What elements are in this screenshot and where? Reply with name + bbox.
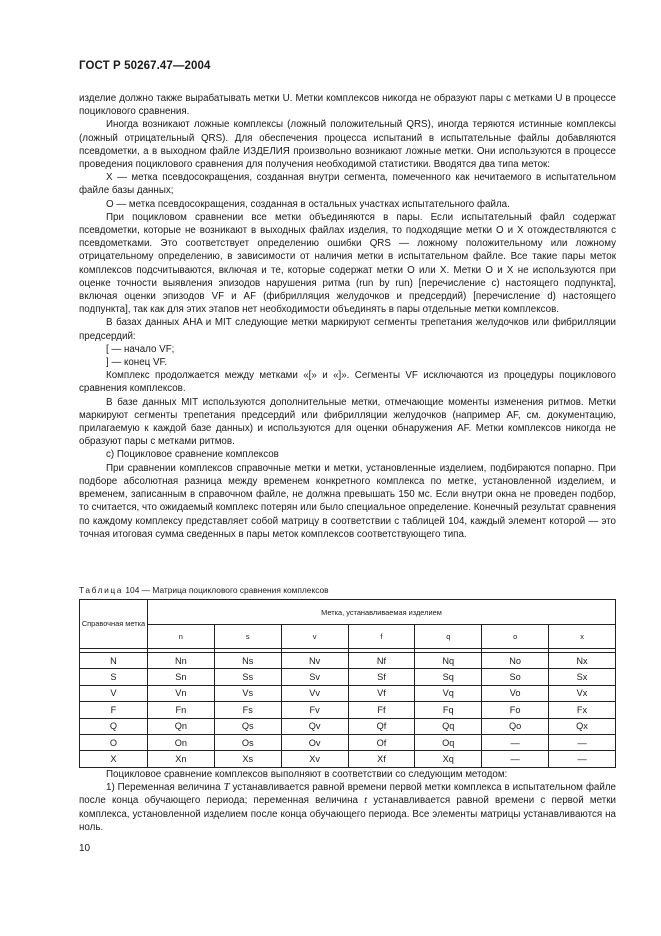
column-header: n: [147, 625, 214, 649]
table-caption-word: Таблица: [79, 585, 124, 595]
paragraph: Поцикловое сравнение комплексов выполняют в соответствии со следующим методом:: [106, 769, 508, 780]
table-row: [80, 685, 616, 701]
column-header: s: [214, 625, 281, 649]
table-cell: Fx: [549, 702, 616, 718]
table-caption-text: 104 — Матрица поциклового сравнения комплексов: [125, 585, 329, 595]
table-cell: Qx: [549, 718, 616, 734]
table-cell: Xn: [147, 751, 214, 767]
table-cell: —: [482, 734, 549, 750]
table-cell: O: [80, 734, 148, 750]
table-cell: Nq: [415, 653, 482, 669]
paragraph: При сравнении комплексов справочные метки и метки, установленные изделием, подбираются попарно. При подборе абсолютная разница между временем конкретного комплекса по метке, установленной изделием, и временем, записанным в справочном файле, не должна превышать 150 мс. Если внутри окна не проведен подбор, то считается, что ожидаемый комплекс потерян или было специальное определение. Конечный результат сравнения по каждому комплексу представляет собой матрицу в соответствии с таблицей 104, каждый элемент которой — это точная итоговая сумма сведенных в пары меток комплексов соответствующего типа.: [79, 462, 616, 540]
table-cell: Fn: [147, 702, 214, 718]
table-cell: Qq: [415, 718, 482, 734]
table-cell: Qs: [214, 718, 281, 734]
page-number: 10: [79, 843, 91, 854]
column-header: v: [281, 625, 348, 649]
table-cell: Nn: [147, 653, 214, 669]
table-row: [80, 734, 616, 750]
variable-T: T: [223, 781, 230, 794]
table-cell: V: [80, 685, 148, 701]
table-cell: Oq: [415, 734, 482, 750]
table-cell: Xs: [214, 751, 281, 767]
table-cell: —: [482, 751, 549, 767]
table-cell: Vx: [549, 685, 616, 701]
paragraph: При поцикловом сравнении все метки объединяются в пары. Если испытательный файл содержат псевдометки, которые не возникают в выходных файлах изделия, то подходящие метки O и X отождествляются с псевдометками. Это соответствует определению ошибки QRS — ложному положительному или ложному отрицательному определению, в зависимости от наличия метки в испытательном файле. Все такие пары меток комплексов подсчитываются, включая и те, которые содержат метки O или X. Метки O и X не используются при оценке точности выявления эпизодов нарушения ритма (run by run) [перечисление c) настоящего подпункта], включая оценки эпизодов VF и AF (фибрилляция желудочков и предсердий) [перечисление d) настоящего подпункта], так как для этих этапов нет необходимости объединять в пары отдельные метки комплексов.: [79, 211, 616, 316]
table-cell: Sf: [348, 669, 415, 685]
table-cell: Ff: [348, 702, 415, 718]
section-heading: c) Поцикловое сравнение комплексов: [106, 449, 279, 461]
variable-t: t: [364, 794, 368, 807]
paragraph: Комплекс продолжается между метками «[» и «]». Сегменты VF исключаются из процедуры поциклового сравнения комплексов.: [79, 370, 616, 395]
table-row: [80, 669, 616, 685]
paragraph: В базе данных MIT используются дополнительные метки, отмечающие моменты изменения ритмов. Метки маркируют сегменты трепетания предсердий или фибрилляции желудочков (например AF, см. документацию, прилагаемую к каждой базе данных) и используются для оценки обнаружения AF. Метки комплексов никогда не образуют пары с метками ритмов.: [79, 396, 616, 448]
table-cell: Vs: [214, 685, 281, 701]
table-cell: Nv: [281, 653, 348, 669]
table-cell: Qn: [147, 718, 214, 734]
table-cell: Qf: [348, 718, 415, 734]
comparison-matrix-table: [79, 599, 616, 768]
text-span: 1) Переменная величина: [106, 782, 224, 794]
table-cell: Vn: [147, 685, 214, 701]
table-cell: Ss: [214, 669, 281, 685]
table-cell: Vv: [281, 685, 348, 701]
table-cell: Xq: [415, 751, 482, 767]
list-item: [ — начало VF;: [106, 343, 175, 355]
table-cell: Sn: [147, 669, 214, 685]
table-cell: Nx: [549, 653, 616, 669]
table-cell: Sq: [415, 669, 482, 685]
paragraph: [79, 781, 616, 834]
method-text: [79, 768, 616, 834]
table-cell: Nf: [348, 653, 415, 669]
table-cell: X: [80, 751, 148, 767]
device-label-header: Метка, устанавливаемая изделием: [147, 600, 615, 625]
table-cell: —: [549, 751, 616, 767]
table-cell: Ns: [214, 653, 281, 669]
table-cell: —: [549, 734, 616, 750]
table-cell: Sv: [281, 669, 348, 685]
column-header: o: [482, 625, 549, 649]
table-cell: Ov: [281, 734, 348, 750]
table-cell: Vo: [482, 685, 549, 701]
table-row: [80, 653, 616, 669]
table-cell: On: [147, 734, 214, 750]
paragraph: O — метка псевдосокращения, созданная в остальных участках испытательного файла.: [106, 198, 510, 210]
table-cell: Vf: [348, 685, 415, 701]
table-cell: Qo: [482, 718, 549, 734]
table-cell: F: [80, 702, 148, 718]
column-header: q: [415, 625, 482, 649]
table-row: [80, 718, 616, 734]
table-cell: S: [80, 669, 148, 685]
table-caption: [79, 585, 329, 595]
table-cell: No: [482, 653, 549, 669]
column-header: f: [348, 625, 415, 649]
table-cell: Sx: [549, 669, 616, 685]
list-item: ] — конец VF.: [106, 357, 168, 369]
table-cell: N: [80, 653, 148, 669]
table-cell: Of: [348, 734, 415, 750]
paragraph: Иногда возникают ложные комплексы (ложный положительный QRS), иногда теряются истинные комплексы (ложный отрицательный QRS). Для обеспечения процесса испытаний в испытательные файлы добавляются псевдометки, а в выходном файле ИЗДЕЛИЯ произвольно возникают ложные метки. Они используются в процессе проведения поциклового сравнения для получения необходимой статистики. Вводятся два типа меток:: [79, 119, 616, 171]
table-row: [80, 702, 616, 718]
column-header: x: [549, 625, 616, 649]
document-header: ГОСТ Р 50267.47—2004: [79, 60, 211, 72]
table-cell: So: [482, 669, 549, 685]
table-cell: Os: [214, 734, 281, 750]
paragraph: изделие должно также вырабатывать метки U. Метки комплексов никогда не образуют пары с метками U в процессе поциклового сравнения.: [79, 93, 616, 118]
table-cell: Xv: [281, 751, 348, 767]
table-cell: Fs: [214, 702, 281, 718]
table-cell: Fo: [482, 702, 549, 718]
paragraph: В базах данных AHA и MIT следующие метки маркируют сегменты трепетания желудочков или фибрилляции предсердий:: [79, 317, 616, 342]
table-cell: Qv: [281, 718, 348, 734]
table-cell: Q: [80, 718, 148, 734]
table-cell: Vq: [415, 685, 482, 701]
table-cell: Fv: [281, 702, 348, 718]
text-span: устанавливается равной времени первой метки комплекса в испытательном файле после конца обучающего периода; переменная величина: [79, 782, 616, 807]
body-text: [79, 92, 616, 541]
table-cell: Xf: [348, 751, 415, 767]
paragraph: X — метка псевдосокращения, созданная внутри сегмента, помеченного как нечитаемого в испытательном файле базы данных;: [79, 172, 616, 197]
reference-label-header: Справочная метка: [80, 600, 148, 649]
table-row: [80, 751, 616, 767]
text-span: устанавливается равной времени с первой метки комплекса, установленной изделием после конца обучающего периода. Все элементы матрицы устанавливаются на ноль.: [79, 795, 616, 833]
table-cell: Fq: [415, 702, 482, 718]
